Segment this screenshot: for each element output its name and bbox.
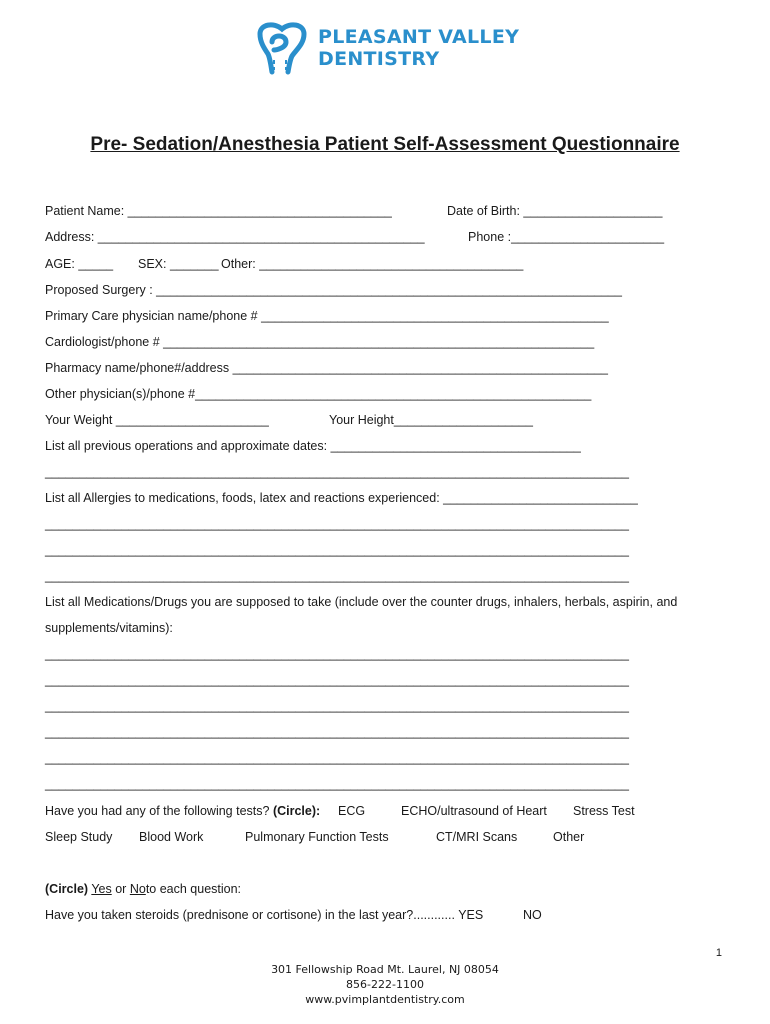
blank-line[interactable]: ____________________________________________________________________________________ [45, 725, 629, 739]
footer-website: www.pvimplantdentistry.com [305, 993, 465, 1006]
medications-label-cont: supplements/vitamins): [45, 621, 173, 635]
footer-address: 301 Fellowship Road Mt. Laurel, NJ 08054 [271, 963, 499, 976]
blank-line[interactable]: ____________________________________________________________________________________ [45, 543, 629, 557]
other-physician-field[interactable]: Other physician(s)/phone #_________________________________________________________ [45, 387, 592, 401]
medications-label: List all Medications/Drugs you are supposed to take (include over the counter drugs, inhalers, herbals, aspirin, and [45, 595, 678, 609]
logo [252, 20, 532, 82]
sex-field[interactable]: SEX: _______ [138, 257, 219, 271]
test-option-ct-mri[interactable]: CT/MRI Scans [436, 830, 518, 844]
test-option-other[interactable]: Other [553, 830, 585, 844]
address-field[interactable]: Address: _______________________________________________ [45, 230, 425, 244]
test-option-echo[interactable]: ECHO/ultrasound of Heart [401, 804, 547, 818]
steroids-yes-option[interactable]: YES [458, 908, 484, 922]
no-label: No [129, 882, 146, 896]
test-option-sleep-study[interactable]: Sleep Study [45, 830, 113, 844]
steroids-no-option[interactable]: NO [523, 908, 542, 922]
blank-line[interactable]: ____________________________________________________________________________________ [45, 751, 629, 765]
previous-operations-field[interactable]: List all previous operations and approximate dates: ____________________________________ [45, 439, 581, 453]
allergies-field[interactable]: List all Allergies to medications, foods, latex and reactions experienced: ____________________________ [45, 491, 638, 505]
logo-text-line1: PLEASANT VALLEY [318, 26, 520, 48]
tests-prompt-text: Have you had any of the following tests? [45, 804, 270, 818]
test-option-stress[interactable]: Stress Test [573, 804, 635, 818]
blank-line[interactable]: ____________________________________________________________________________________ [45, 777, 629, 791]
test-option-ecg[interactable]: ECG [338, 804, 366, 818]
or-label: or [115, 882, 127, 896]
steroids-question-text: Have you taken steroids (prednisone or cortisone) in the last year?............ [45, 908, 455, 922]
height-field[interactable]: Your Height____________________ [329, 413, 533, 427]
weight-field[interactable]: Your Weight ______________________ [45, 413, 269, 427]
tests-prompt [45, 803, 320, 819]
test-option-blood-work[interactable]: Blood Work [139, 830, 204, 844]
patient-name-field[interactable]: Patient Name: ______________________________________ [45, 204, 392, 218]
proposed-surgery-field[interactable]: Proposed Surgery : ___________________________________________________________________ [45, 283, 622, 297]
blank-line[interactable]: ____________________________________________________________________________________ [45, 699, 629, 713]
page-number: 1 [715, 947, 722, 959]
circle-label: (Circle) [45, 882, 89, 896]
blank-line[interactable]: ____________________________________________________________________________________ [45, 673, 629, 687]
instruction-rest: to each question: [145, 882, 242, 896]
logo-text-line2: DENTISTRY [318, 48, 440, 70]
steroids-question [45, 907, 483, 923]
document-title: Pre- Sedation/Anesthesia Patient Self-Assessment Questionnaire [90, 134, 680, 155]
date-of-birth-field[interactable]: Date of Birth: ____________________ [447, 204, 663, 218]
blank-line[interactable]: ____________________________________________________________________________________ [45, 647, 629, 661]
age-field[interactable]: AGE: _____ [45, 257, 114, 271]
blank-line[interactable]: ____________________________________________________________________________________ [45, 517, 629, 531]
cardiologist-field[interactable]: Cardiologist/phone # ______________________________________________________________ [45, 335, 595, 349]
phone-field[interactable]: Phone :______________________ [468, 230, 665, 244]
footer-phone: 856-222-1100 [346, 978, 424, 991]
yes-label: Yes [91, 882, 112, 896]
primary-care-field[interactable]: Primary Care physician name/phone # __________________________________________________ [45, 309, 609, 323]
test-option-pulmonary[interactable]: Pulmonary Function Tests [245, 830, 389, 844]
yes-no-instruction [45, 881, 241, 897]
tooth-icon [252, 20, 312, 80]
blank-line[interactable]: ____________________________________________________________________________________ [45, 465, 629, 479]
tests-circle-label: (Circle): [272, 804, 321, 818]
blank-line[interactable]: ____________________________________________________________________________________ [45, 569, 629, 583]
other-field[interactable]: Other: ______________________________________ [221, 257, 524, 271]
pharmacy-field[interactable]: Pharmacy name/phone#/address ______________________________________________________ [45, 361, 609, 375]
